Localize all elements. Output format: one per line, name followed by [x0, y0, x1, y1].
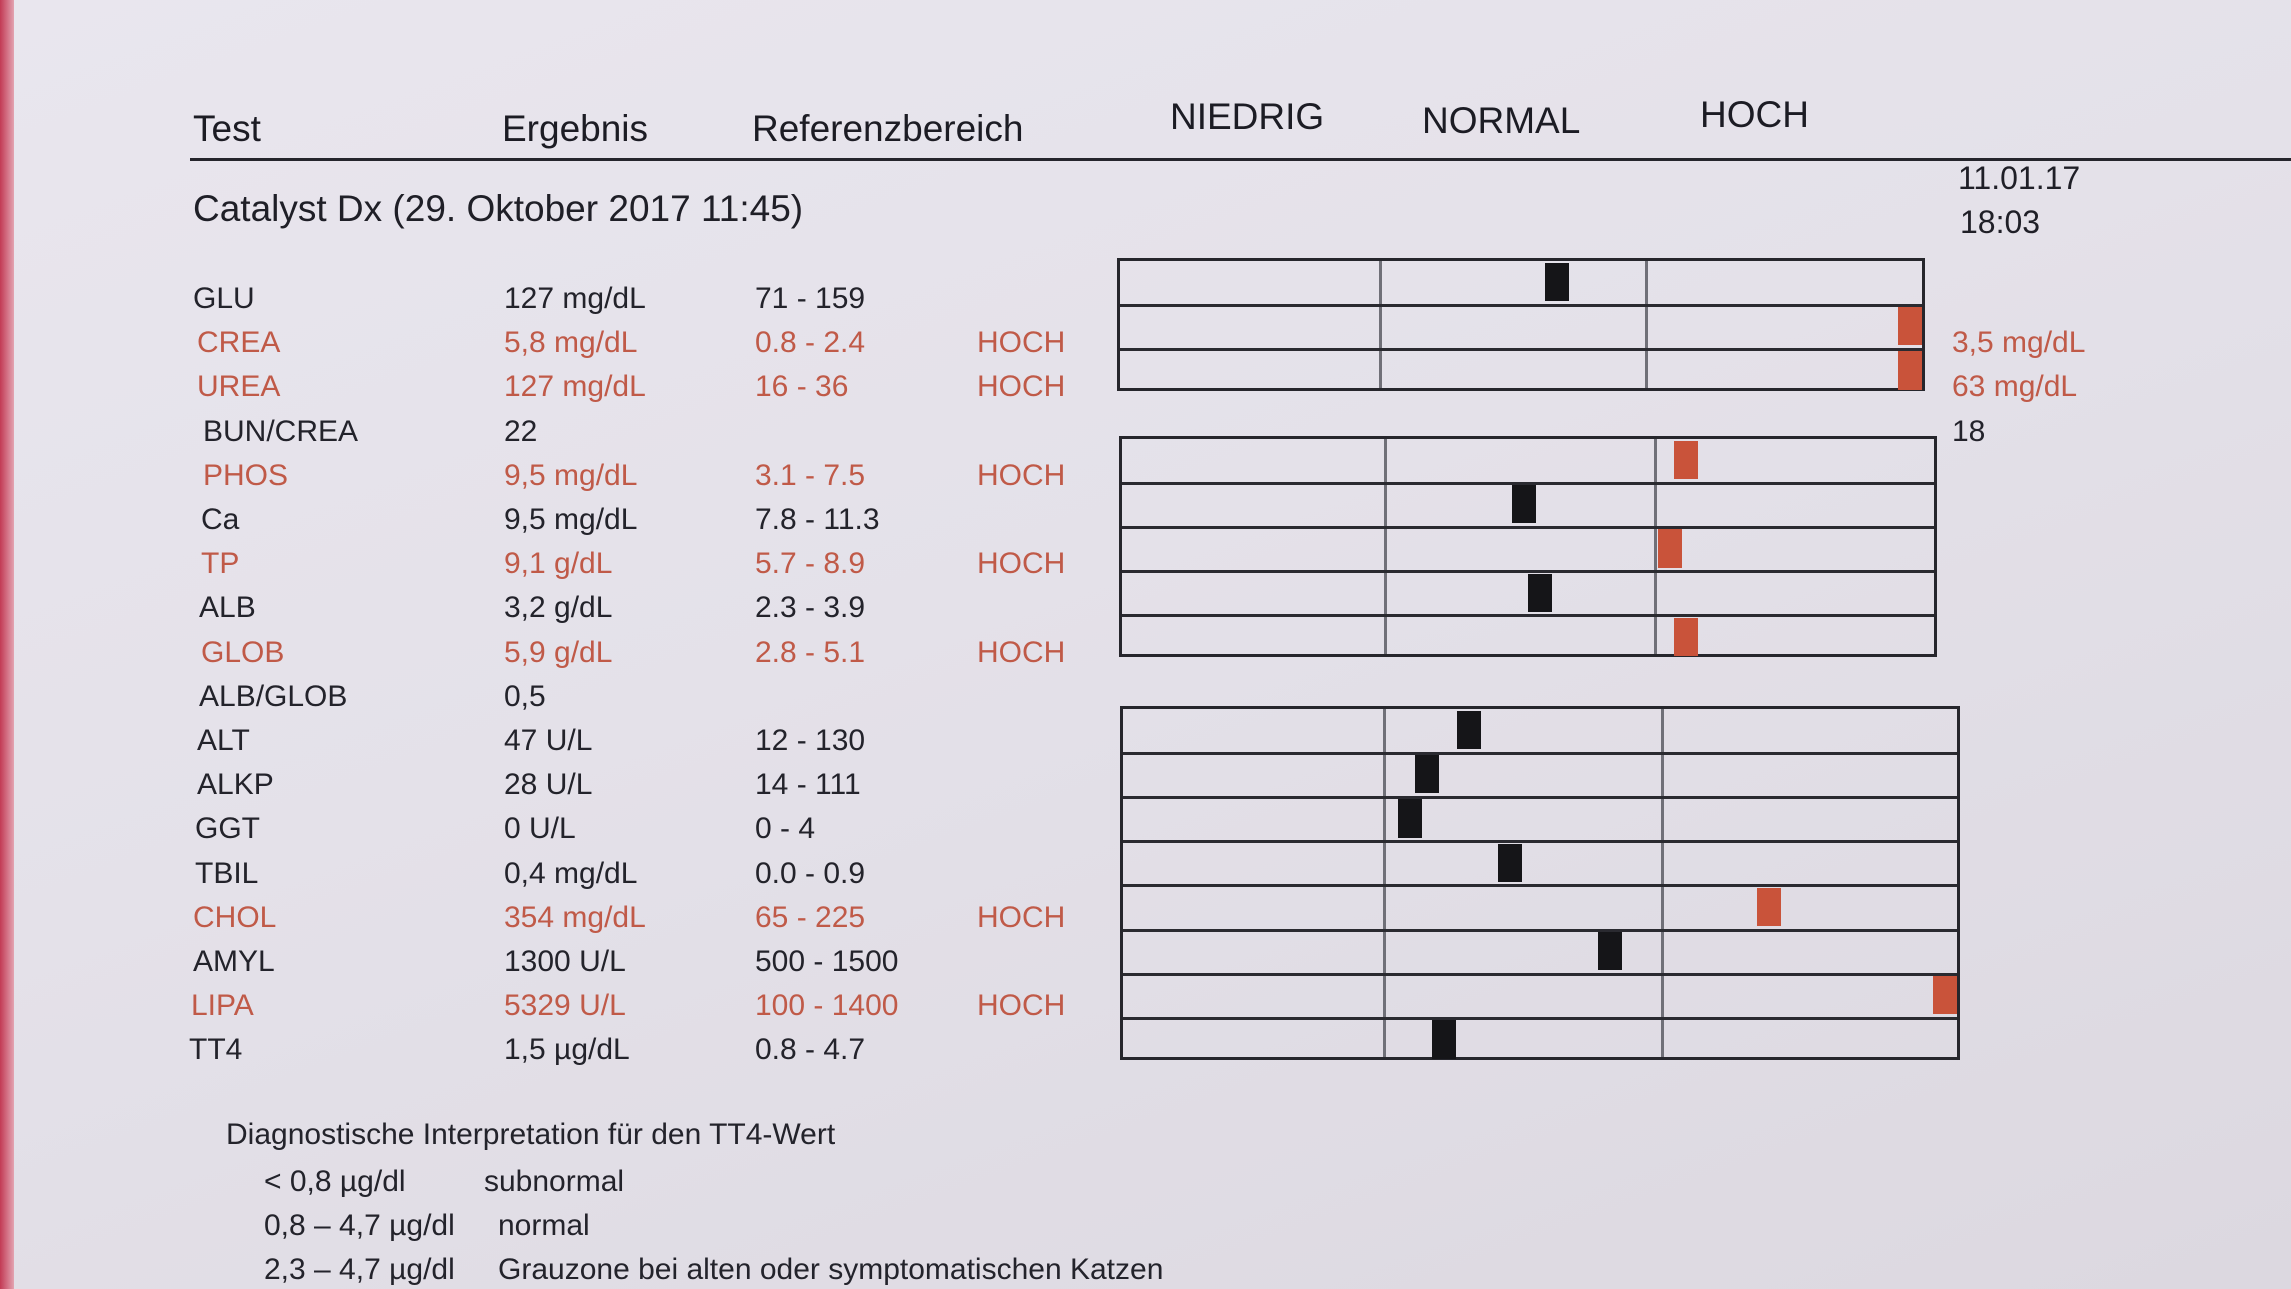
range-zone-divider [1645, 261, 1648, 388]
test-name: GLOB [201, 635, 285, 669]
range-bar-panel [1120, 706, 1960, 1060]
result-marker [1658, 529, 1682, 567]
high-flag: HOCH [977, 547, 1066, 581]
range-bar-separator [1120, 348, 1922, 351]
previous-value: 18 [1952, 414, 1986, 448]
test-result: 5329 U/L [504, 989, 626, 1023]
header-high: HOCH [1700, 94, 1809, 135]
range-bar-separator [1123, 973, 1957, 976]
test-name: PHOS [203, 458, 289, 492]
test-name: BUN/CREA [203, 414, 359, 448]
reference-range: 0 - 4 [755, 812, 816, 846]
test-result: 1300 U/L [504, 945, 626, 978]
high-flag: HOCH [977, 989, 1066, 1023]
test-name: TP [201, 547, 240, 581]
test-result: 9,5 mg/dL [504, 503, 638, 536]
high-flag: HOCH [977, 900, 1066, 934]
range-bar-separator [1122, 526, 1934, 529]
range-bar-separator [1123, 929, 1957, 932]
interpretation-text: normal [498, 1209, 590, 1242]
reference-range: 71 - 159 [755, 282, 866, 315]
test-name: ALT [197, 724, 250, 757]
test-result: 22 [504, 414, 538, 448]
result-marker [1545, 263, 1569, 301]
reference-range: 2.8 - 5.1 [755, 635, 866, 669]
test-result: 127 mg/dL [504, 370, 646, 404]
previous-value: 3,5 mg/dL [1952, 326, 2086, 360]
reference-range: 500 - 1500 [755, 945, 899, 978]
test-name: Ca [201, 503, 240, 536]
interpretation-text: subnormal [484, 1165, 625, 1198]
range-bar-separator [1123, 840, 1957, 843]
reference-range: 0.8 - 2.4 [755, 326, 866, 360]
range-zone-divider [1383, 709, 1386, 1057]
reference-range: 3.1 - 7.5 [755, 458, 866, 492]
result-marker [1512, 485, 1536, 523]
range-bar-panel [1117, 258, 1925, 391]
range-bar-separator [1123, 796, 1957, 799]
reference-range: 14 - 111 [755, 768, 861, 802]
interpretation-text: Grauzone bei alten oder symptomatischen Katzen [498, 1253, 1164, 1286]
reference-range: 16 - 36 [755, 370, 849, 404]
header-normal: NORMAL [1422, 100, 1581, 141]
range-bar-panel [1119, 436, 1937, 657]
range-bar-separator [1122, 614, 1934, 617]
result-marker [1674, 618, 1698, 656]
test-name: ALKP [197, 768, 274, 802]
test-result: 354 mg/dL [504, 900, 646, 934]
test-result: 3,2 g/dL [504, 591, 613, 625]
previous-value: 63 mg/dL [1952, 370, 2078, 404]
previous-run-date: 11.01.17 [1958, 160, 2081, 196]
range-bar-separator [1120, 304, 1922, 307]
test-result: 0,5 [504, 679, 546, 713]
test-result: 1,5 µg/dL [504, 1033, 630, 1067]
result-marker [1674, 441, 1698, 479]
result-marker [1498, 844, 1522, 882]
reference-range: 0.8 - 4.7 [755, 1033, 866, 1067]
previous-run-time: 18:03 [1960, 204, 2041, 240]
header-low: NIEDRIG [1170, 96, 1325, 137]
test-result: 9,5 mg/dL [504, 458, 638, 492]
high-flag: HOCH [977, 458, 1066, 492]
result-marker [1528, 574, 1552, 612]
result-marker [1933, 976, 1957, 1014]
result-marker [1457, 711, 1481, 749]
result-marker [1598, 932, 1622, 970]
result-marker [1757, 888, 1781, 926]
test-result: 0 U/L [504, 812, 576, 846]
high-flag: HOCH [977, 370, 1066, 404]
test-name: ALB [199, 591, 256, 625]
test-name: ALB/GLOB [199, 679, 348, 713]
header-reference: Referenzbereich [752, 108, 1024, 149]
interpretation-range: < 0,8 µg/dl [264, 1165, 406, 1198]
test-result: 9,1 g/dL [504, 547, 613, 581]
reference-range: 100 - 1400 [755, 989, 899, 1023]
background-edge [0, 0, 14, 1289]
result-marker [1898, 307, 1922, 345]
test-name: LIPA [191, 989, 254, 1023]
result-marker [1398, 799, 1422, 837]
interpretation-range: 2,3 – 4,7 µg/dl [264, 1253, 455, 1286]
test-result: 127 mg/dL [504, 282, 646, 315]
test-result: 47 U/L [504, 724, 593, 757]
test-name: CREA [197, 326, 281, 360]
range-zone-divider [1654, 439, 1657, 654]
test-name: TBIL [195, 856, 259, 890]
range-bar-separator [1123, 752, 1957, 755]
test-name: AMYL [193, 945, 275, 978]
reference-range: 7.8 - 11.3 [755, 503, 880, 536]
range-zone-divider [1661, 709, 1664, 1057]
range-bar-separator [1123, 884, 1957, 887]
header-test: Test [193, 108, 261, 149]
result-marker [1415, 755, 1439, 793]
range-zone-divider [1384, 439, 1387, 654]
result-marker [1432, 1020, 1456, 1058]
test-name: UREA [197, 370, 281, 404]
interpretation-title: Diagnostische Interpretation für den TT4-Wert [226, 1118, 836, 1151]
header-result: Ergebnis [502, 108, 649, 149]
test-result: 28 U/L [504, 768, 593, 802]
result-marker [1898, 351, 1922, 389]
test-name: CHOL [193, 900, 277, 934]
range-zone-divider [1379, 261, 1382, 388]
test-name: TT4 [189, 1033, 243, 1067]
test-result: 5,9 g/dL [504, 635, 613, 669]
test-result: 0,4 mg/dL [504, 856, 638, 890]
reference-range: 0.0 - 0.9 [755, 856, 866, 890]
reference-range: 5.7 - 8.9 [755, 547, 866, 581]
test-name: GLU [193, 282, 255, 315]
high-flag: HOCH [977, 326, 1066, 360]
interpretation-range: 0,8 – 4,7 µg/dl [264, 1209, 455, 1242]
test-result: 5,8 mg/dL [504, 326, 638, 360]
section-title: Catalyst Dx (29. Oktober 2017 11:45) [193, 188, 804, 229]
reference-range: 12 - 130 [755, 724, 866, 757]
reference-range: 65 - 225 [755, 900, 866, 934]
test-name: GGT [195, 812, 260, 846]
range-bar-separator [1123, 1017, 1957, 1020]
high-flag: HOCH [977, 635, 1066, 669]
reference-range: 2.3 - 3.9 [755, 591, 866, 625]
